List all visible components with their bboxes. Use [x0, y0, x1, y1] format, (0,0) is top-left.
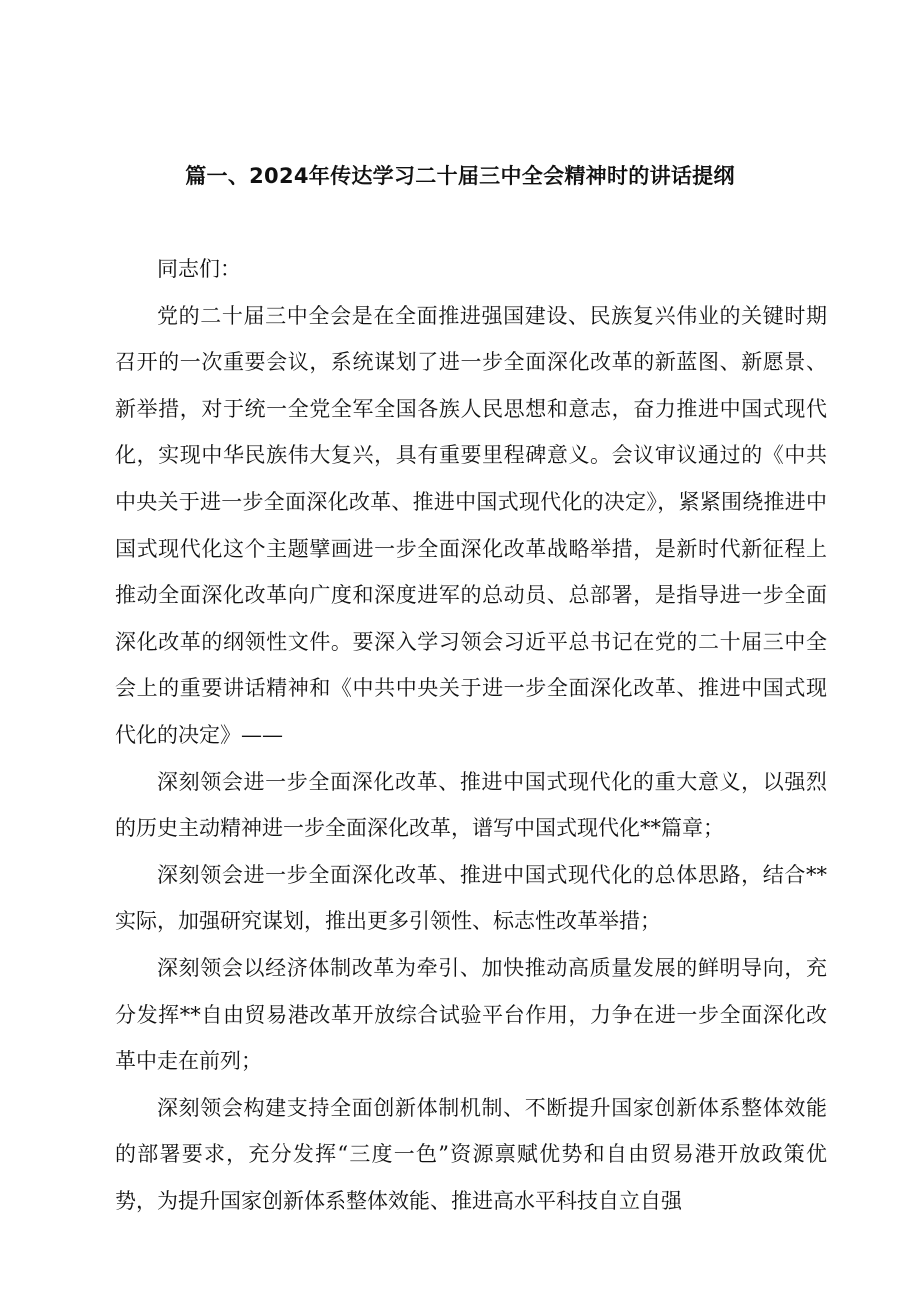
- paragraph-overall-approach: 深刻领会进一步全面深化改革、推进中国式现代化的总体思路，结合**实际，加强研究谋划，推出更多引领性、标志性改革举措；: [115, 862, 827, 934]
- paragraph-significance: 深刻领会进一步全面深化改革、推进中国式现代化的重大意义，以强烈的历史主动精神进一步全面深化改革，谱写中国式现代化**篇章；: [115, 769, 827, 841]
- salutation: 同志们：: [157, 257, 241, 281]
- paragraph-innovation: 深刻领会构建支持全面创新体制机制、不断提升国家创新体系整体效能的部署要求，充分发挥“三度一色”资源禀赋优势和自由贸易港开放政策优势，为提升国家创新体系整体效能、推进高水平科技自立自强: [115, 1095, 827, 1213]
- document-body: [115, 246, 827, 1224]
- paragraph-intro: 党的二十届三中全会是在全面推进强国建设、民族复兴伟业的关键时期召开的一次重要会议，系统谋划了进一步全面深化改革的新蓝图、新愿景、新举措，对于统一全党全军全国各族人民思想和意志，奋力推进中国式现代化，实现中华民族伟大复兴，具有重要里程碑意义。会议审议通过的《中共中央关于进一步全面深化改革、推进中国式现代化的决定》，紧紧围绕推进中国式现代化这个主题擘画进一步全面深化改革战略举措，是新时代新征程上推动全面深化改革向广度和深度进军的总动员、总部署，是指导进一步全面深化改革的纲领性文件。要深入学习领会习近平总书记在党的二十届三中全会上的重要讲话精神和《中共中央关于进一步全面深化改革、推进中国式现代化的决定》——: [115, 303, 827, 747]
- document-title: 篇一、2024年传达学习二十届三中全会精神时的讲话提纲: [185, 164, 735, 188]
- paragraph-economic-reform: 深刻领会以经济体制改革为牵引、加快推动高质量发展的鲜明导向，充分发挥**自由贸易港改革开放综合试验平台作用，力争在进一步全面深化改革中走在前列；: [115, 955, 827, 1074]
